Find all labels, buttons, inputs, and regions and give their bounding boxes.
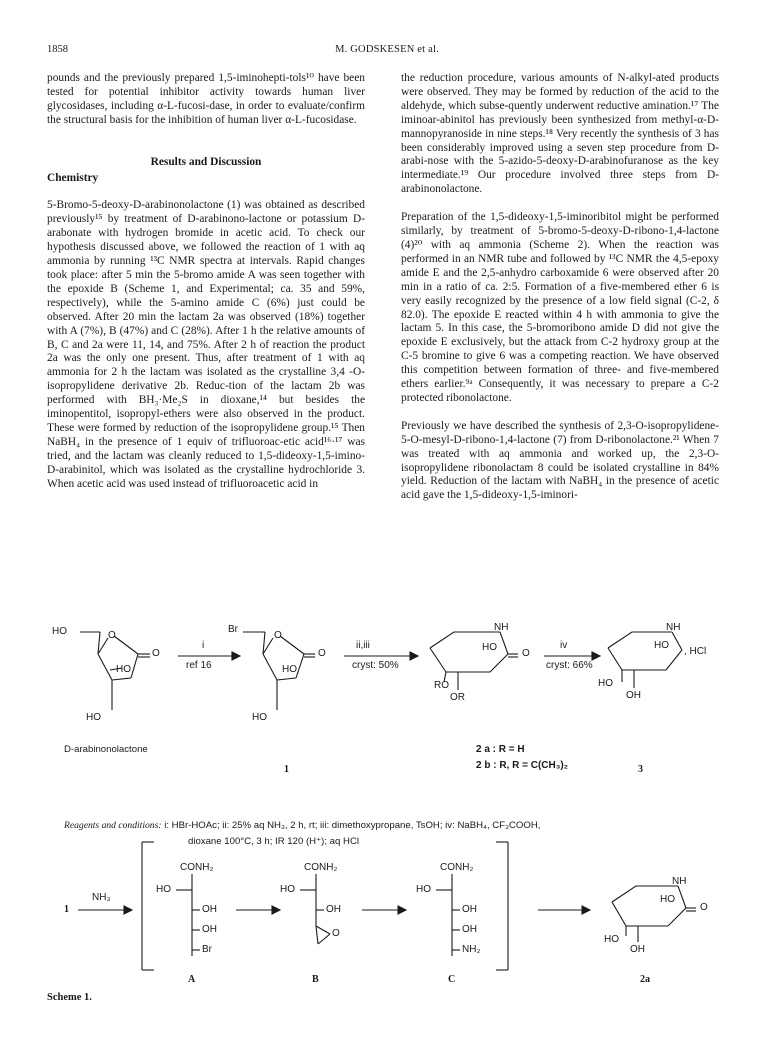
- b-oh: OH: [326, 904, 341, 915]
- arabinonolactone-structure: [80, 632, 150, 710]
- running-title: M. GODSKESEN et al.: [335, 44, 439, 55]
- p-ho-right: HO: [660, 894, 675, 905]
- lactam-ro: RO: [434, 680, 449, 691]
- section-heading: Results and Discussion: [150, 155, 262, 168]
- page-header: [47, 44, 727, 60]
- prod-ho-right: HO: [654, 640, 669, 651]
- paragraph: pounds and the previously prepared 1,5-iminohepti-tols¹⁰ have been tested for potential inhibitor activity towards human liver glycosidases, including α-L-fucosi-dase, in order to evaluate/confirm the structural basis for the inhibition of human liver α-L-fucosidase.: [47, 72, 365, 126]
- compound-1-structure: [243, 632, 315, 710]
- conditions-line-1: i: HBr-HOAc; ii: 25% aq NH₃, 2 h, rt; iii: dimethoxypropane, TsOH; iv: NaBH₄, CF₃COOH,: [164, 820, 541, 831]
- cmp1-br: Br: [228, 624, 238, 635]
- a-oh-2: OH: [202, 924, 217, 935]
- step-iv-note: cryst: 66%: [546, 660, 593, 671]
- lactam-2a-structure: [612, 886, 696, 942]
- arrow-nh3: [78, 906, 132, 914]
- lactam-nh: NH: [494, 622, 509, 633]
- paragraph: Preparation of the 1,5-dideoxy-1,5-iminoribitol might be performed similarly, by treatment of 5-bromo-5-deoxy-D-ribono-1,4-lactone (4)²⁰ with aq ammonia (Scheme 2). When the reaction was performed in an NMR tube and followed by ¹³C NMR the 4,5-epoxy amide E and the 2,5-anhydro carboxamide 6 were observed after 20 min in a ratio of ca. 2:5. Formation of a five-membered ether 6 is very easily recognized by the presence of a low field signal (C-2, δ 82.0). The epoxide E reacted within 4 h with ammonia to give the lactam 5. In this case, the 5-bromoribono amide D did not give the epoxide E exclusively, but the attack from C-2 hydroxy group at the C-5 bromine to give 6 was a competing reaction. We have observed this competition between formation of three- and five-membered ethers earlier.⁹ᵃ Consequently, it was necessary to prepare a C-2 protected ribonolactone.: [401, 211, 719, 404]
- lactam-or: OR: [450, 692, 465, 703]
- scheme-figure: [0, 610, 768, 1050]
- conditions-line-2: dioxane 100°C, 3 h; IR 120 (H⁺); aq HCl: [188, 836, 360, 847]
- lactam-ho: HO: [482, 642, 497, 653]
- intermediate-b-label: B: [312, 974, 319, 985]
- c-nh2: NH₂: [462, 944, 481, 955]
- c-oh-1: OH: [462, 904, 477, 915]
- lactam-2b-label: 2 b : R, R = C(CH₃)₂: [476, 760, 569, 771]
- cmp1-ho-mid: HO: [282, 664, 297, 675]
- sm-ho-bottom: HO: [86, 712, 101, 723]
- sm-ho-mid: HO: [116, 664, 131, 675]
- c-ho: HO: [416, 884, 431, 895]
- start-compound-1: 1: [64, 904, 69, 915]
- a-ho: HO: [156, 884, 171, 895]
- p-oh-bottom: OH: [630, 944, 645, 955]
- paragraph: the reduction procedure, various amounts of N-alkyl-ated products were observed. They may be formed by reduction of the acid to the aldehyde, which subse-quently underwent reductive amination.¹⁷ The iminoar-abinitol has previously been synthesized from methyl-α-D-mannopyranoside in nine steps.¹⁸ Very recently the synthesis of 3 has been considerably improved using a seven step procedure from D-arabi-nose with the 5-azido-5-deoxy-D-arabinofuranose as the key intermediate.¹⁹ Our procedure involved three steps from D-arabinonolactone.: [401, 72, 719, 196]
- intermediate-c-label: C: [448, 974, 456, 985]
- step-ii-iii-label: ii,iii: [356, 640, 370, 651]
- compound-1-label: 1: [284, 764, 289, 775]
- arrow-a-to-b: [236, 906, 280, 914]
- conditions-label: Reagents and conditions:: [64, 820, 162, 831]
- sm-ho-top: HO: [52, 626, 67, 637]
- sm-carbonyl-o: O: [152, 648, 160, 659]
- reagents-conditions: [64, 820, 540, 831]
- right-column: [401, 72, 719, 503]
- compound-3-label: 3: [638, 764, 643, 775]
- paragraph: 5-Bromo-5-deoxy-D-arabinonolactone (1) was obtained as described previously¹⁵ by treatment of D-arabinono-lactone or potassium D-arabonate with hydrogen bromide in acetic acid. To check our hypothesis discussed above, we followed the reaction of 1 with aq ammonia by running ¹³C NMR spectra at intervals. Rapid changes took place: after 5 min the 5-bromo amide A was seen together with the epoxide B (Scheme 1, and Experimental; ca. 35 and 59%, respectively), while the 5-amino amide C (6%) just could be observed. After 20 min the lactam 2a was observed (18%) together with A (7%), B (47%) and C (28%). After 1 h the relative amounts of B, C and 2a were 11, 14, and 75%. After 2 h of reaction the product 2a was the only one present. Thus, after treatment of 1 with aq ammonia for 2 h the lactam was isolated as the crystalline 3,4 -O-isopropylidene derivative 2b. Reduc-tion of the lactam 2b was performed with BH₃·Me₂S in dioxane,¹⁴ but besides the iminopentitol, isopropyl-ethers were also observed in the product. These were formed by reduction of the isopropylidene group.¹⁵ Then NaBH₄ in the presence of 1 equiv of trifluoroac-etic acid¹⁶·¹⁷ was tried, and the lactam was cleanly reduced to 1,5-dideoxy-1,5-imino-D-arabinitol, which was isolated as the crystalline hydrochloride 3. When acetic acid was used instead of trifluoroacetic acid in: [47, 199, 365, 490]
- sm-ring-o: O: [108, 630, 116, 641]
- arrow-step-i: [178, 652, 240, 660]
- step-i-label: i: [202, 640, 205, 651]
- prod-oh-bottom: OH: [626, 690, 641, 701]
- arrow-b-to-c: [362, 906, 406, 914]
- compound-3-structure: [608, 632, 682, 688]
- right-bracket: [496, 842, 508, 970]
- reagent-nh3: NH₃: [92, 892, 111, 903]
- lactam-carbonyl-o: O: [522, 648, 530, 659]
- step-iv-label: iv: [560, 640, 568, 651]
- b-epoxide-o: O: [332, 928, 340, 939]
- b-ho: HO: [280, 884, 295, 895]
- a-conh2: CONH₂: [180, 862, 214, 873]
- a-br: Br: [202, 944, 212, 955]
- cmp1-ho-bottom: HO: [252, 712, 267, 723]
- intermediate-a-label: A: [188, 974, 196, 985]
- left-bracket: [142, 842, 154, 970]
- prod-ho-left: HO: [598, 678, 613, 689]
- step-i-ref: ref 16: [186, 660, 212, 671]
- prod-nh: NH: [666, 622, 681, 633]
- c-oh-2: OH: [462, 924, 477, 935]
- prod-hcl: , HCl: [684, 646, 707, 657]
- scheme-caption: Scheme 1.: [47, 992, 92, 1003]
- a-oh-1: OH: [202, 904, 217, 915]
- fischer-c: [436, 874, 460, 956]
- cmp1-ring-o: O: [274, 630, 282, 641]
- paragraph: Previously we have described the synthesis of 2,3-O-isopropylidene-5-O-mesyl-D-ribono-1,4-lactone (7) from D-ribonolactone.²¹ When 7 was treated with aq ammonia and worked up, the 2,3-O-isopropylidene ribonolactam 8 could be isolated crystalline in 84% yield. Reduction of the lactam with NaBH₄ in the presence of acetic acid gave the 1,5-dideoxy-1,5-iminori-: [401, 419, 719, 502]
- subsection-heading: Chemistry: [47, 171, 99, 184]
- sm-name: D-arabinonolactone: [64, 744, 148, 755]
- p-nh: NH: [672, 876, 687, 887]
- page-number: 1858: [47, 44, 68, 55]
- fischer-a: [176, 874, 200, 956]
- b-conh2: CONH₂: [304, 862, 338, 873]
- arrow-c-to-2a: [538, 906, 590, 914]
- arrow-step-iv: [544, 652, 600, 660]
- step-ii-iii-note: cryst: 50%: [352, 660, 399, 671]
- p-ho-left: HO: [604, 934, 619, 945]
- lactam-2a-label: 2 a : R = H: [476, 744, 525, 755]
- left-column: [47, 72, 365, 491]
- p-carbonyl-o: O: [700, 902, 708, 913]
- arrow-step-ii-iii: [344, 652, 418, 660]
- product-2a-label: 2a: [640, 974, 650, 985]
- cmp1-carbonyl-o: O: [318, 648, 326, 659]
- c-conh2: CONH₂: [440, 862, 474, 873]
